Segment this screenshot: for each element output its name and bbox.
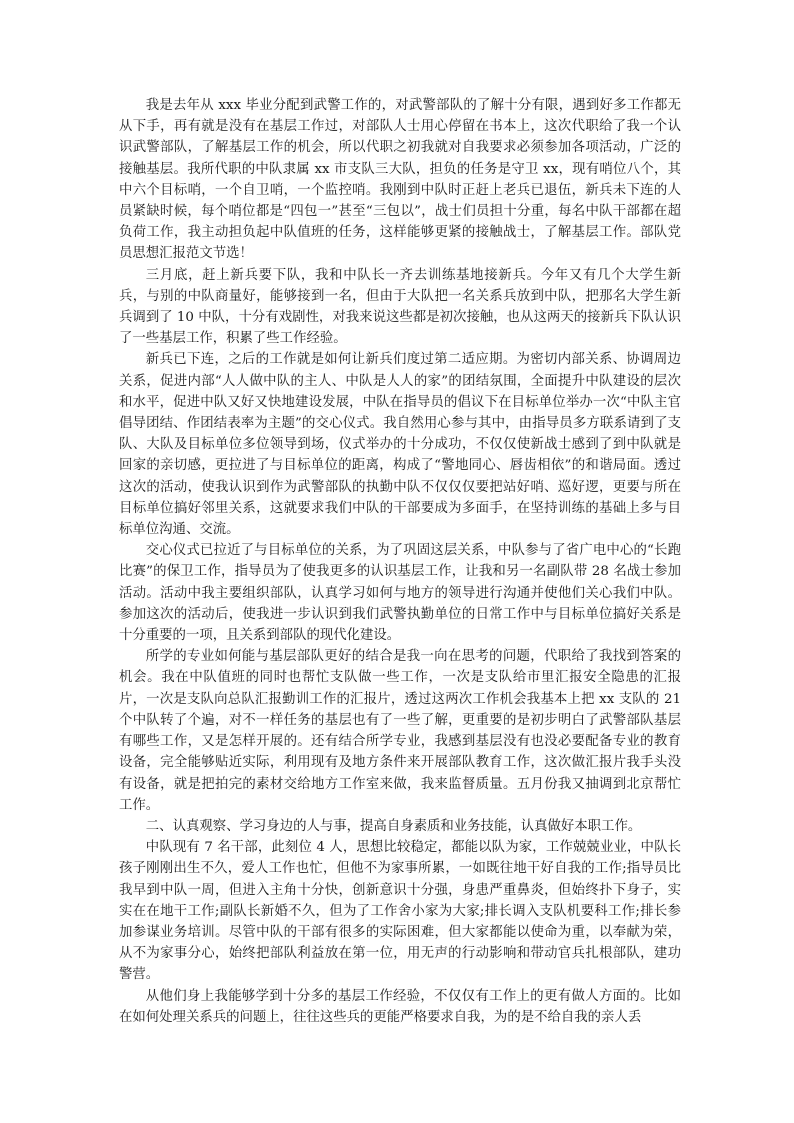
document-body xyxy=(119,95,681,1028)
paragraph-4: 交心仪式已拉近了与目标单位的关系，为了巩固这层关系，中队参与了省广电中心的“长跑比赛”的保卫工作，指导员为了使我更多的认识基层工作，让我和另一名副队带 28 名战士参加活动。活动中我主要组织部队，认真学习如何与地方的领导进行沟通并使他们关心我们中队。参加这次的活动后，使我进一步认识到我们武警执勤单位的日常工作中与目标单位搞好关系是十分重要的一项，且关系到部队的现代化建设。 xyxy=(119,543,681,644)
paragraph-8: 从他们身上我能够学到十分多的基层工作经验，不仅仅有工作上的更有做人方面的。比如在如何处理关系兵的问题上，往往这些兵的更能严格要求自我，为的是不给自我的亲人丢 xyxy=(119,988,681,1025)
paragraph-1: 我是去年从 xxx 毕业分配到武警工作的，对武警部队的了解十分有限，遇到好多工作都无从下手，再有就是没有在基层工作过，对部队人士用心停留在书本上，这次代职给了我一个认识武警部队，了解基层工作的机会，所以代职之初我就对自我要求必须参加各项活动，广泛的接触基层。我所代职的中队隶属 xx 市支队三大队，担负的任务是守卫 xx，现有哨位八个，其中六个目标哨，一个自卫哨，一个监控哨。我刚到中队时正赶上老兵已退伍，新兵未下连的人员紧缺时候，每个哨位都是“四包一”甚至“三包以”，战士们员担十分重，每名中队干部都在超负荷工作，我主动担负起中队值班的任务，这样能够更紧的接触战士，了解基层工作。部队党员思想汇报范文节选！ xyxy=(119,98,681,262)
paragraph-3: 新兵已下连，之后的工作就是如何让新兵们度过第二适应期。为密切内部关系、协调周边关系，促进内部“人人做中队的主人、中队是人人的家”的团结氛围，全面提升中队建设的层次和水平，促进中队又好又快地建设发展，中队在指导员的倡议下在目标单位举办一次“中队主官倡导团结、作团结表率为主题”的交心仪式。我自然用心参与其中，由指导员多方联系请到了支队、大队及目标单位多位领导到场，仪式举办的十分成功，不仅仅使新战士感到了到中队就是回家的亲切感，更拉进了与目标单位的距离，构成了“警地同心、唇齿相依”的和谐局面。透过这次的活动，使我认识到作为武警部队的执勤中队不仅仅仅要把站好哨、巡好逻，更要与所在目标单位搞好邻里关系，这就要求我们中队的干部要成为多面手，在坚持训练的基础上多与目标单位沟通、交流。 xyxy=(119,352,681,538)
paragraph-2: 三月底，赶上新兵要下队，我和中队长一齐去训练基地接新兵。今年又有几个大学生新兵，与别的中队商量好，能够接到一名，但由于大队把一名关系兵放到中队，把那名大学生新兵调到了 10 中队，十分有戏剧性，对我来说这些都是初次接触，也从这两天的接新兵下队认识了一些基层工作，积累了些工作经验。 xyxy=(119,267,681,347)
paragraph-7: 中队现有 7 名干部，此刻位 4 人，思想比较稳定，都能以队为家，工作兢兢业业，中队长孩子刚刚出生不久，爱人工作也忙，但他不为家事所累，一如既往地干好自我的工作;指导员比我早到中队一周，但进入主角十分快，创新意识十分强，身患严重鼻炎，但始终扑下身子，实实在在地干工作;副队长新婚不久，但为了工作舍小家为大家;排长调入支队机要科工作;排长参加参谋业务培训。尽管中队的干部有很多的实际困难，但大家都能以使命为重，以奉献为荣，从不为家事分心，始终把部队利益放在第一位，用无声的行动影响和带动官兵扎根部队，建功警营。 xyxy=(119,840,681,983)
section-heading-2: 二、认真观察、学习身边的人与事，提高自身素质和业务技能，认真做好本职工作。 xyxy=(145,818,642,834)
paragraph-5: 所学的专业如何能与基层部队更好的结合是我一向在思考的问题，代职给了我找到答案的机会。我在中队值班的同时也帮忙支队做一些工作，一次是支队给市里汇报安全隐患的汇报片，一次是支队向总队汇报勤训工作的汇报片，透过这两次工作机会我基本上把 xx 支队的 21 个中队转了个遍，对不一样任务的基层也有了一些了解，更重要的是初步明白了武警部队基层有哪些工作，又是怎样开展的。还有结合所学专业，我感到基层没有也没必要配备专业的教育设备，完全能够贴近实际，利用现有及地方条件来开展部队教育工作，这次做汇报片我手头没有设备，就是把拍完的素材交给地方工作室来做，我来监督质量。五月份我又抽调到北京帮忙工作。 xyxy=(119,649,681,813)
